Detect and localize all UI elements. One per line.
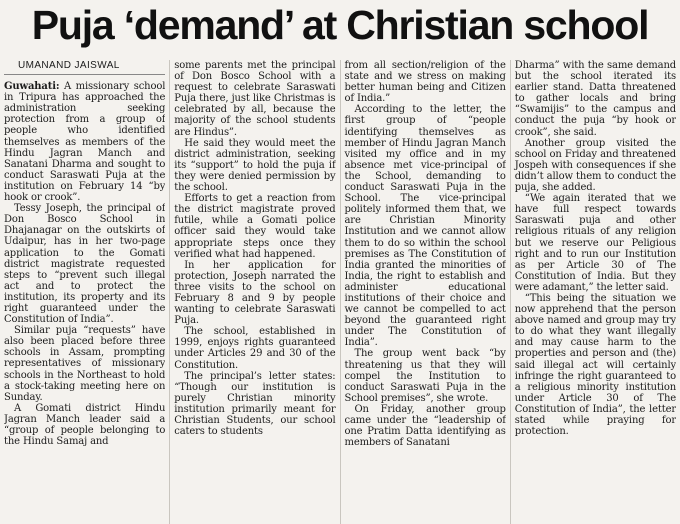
column-2: [169, 60, 335, 524]
paragraph: According to the letter, the first group of “people identifying themselves as member of Hindu Jagran Manch visited my office and in my absence met vice-principal of the School, demanding to conduct Saraswati Puja in the School. The vice-principal politely informed them that, we are Christian Minority Institution and we cannot allow them to do so within the school premises as The Constitution of India granted the minorities of India, the right to establish and administer educational institutions of their choice and we cannot be compelled to act beyond the guaranteed right under The Constitution of India”.: [344, 104, 506, 349]
paragraph: Dharma” with the same demand but the school iterated its earlier stand. Datta threatened to gather locals and bring “Swamijis” to the campus and conduct the puja “by hook or crook”, she said.: [514, 60, 676, 138]
paragraph: In her application for protection, Joseph narrated the three visits to the school on February 8 and 9 by people wanting to celebrate Saraswati Puja.: [174, 259, 336, 327]
article-body: [4, 60, 676, 524]
paragraph: The group went back “by threatening us that they will compel the Institution to conduct Saraswati Puja in the School premises”, she wrote.: [344, 348, 506, 404]
paragraph: Tessy Joseph, the principal of Don Bosco School in Dhajanagar on the outskirts of Udaipur, has in her two-page application to the Gomati district magistrate requested steps to “prevent such illegal act and to protect the institution, its property and its right guaranteed under the Constitution of India”.: [4, 203, 166, 326]
paragraph-text: A missionary school in Tripura has approached the administration seeking protection from a group of people who identified themselves as members of the Hindu Jagran Manch and Sanatani Dharma and sought to conduct Saraswati Puja at the institution on February 14 “by hook or crook”.: [4, 81, 166, 204]
column-4: [510, 60, 676, 524]
paragraph: A Gomati district Hindu Jagran Manch leader said a “group of people belonging to the Hindu Samaj and: [4, 402, 166, 448]
paragraph: “This being the situation we now apprehend that the person above named and group may try to do what they want illegally and may cause harm to the properties and person and (the) said illegal act will certainly infringe the right guaranteed to a religious minority institution under Article 30 of The Constitution of India”, the letter stated while praying for protection.: [514, 292, 676, 438]
paragraph: Another group visited the school on Friday and threatened Jospeh with consequences if she didn’t allow them to conduct the puja, she added.: [514, 137, 676, 194]
byline: UMANAND JAISWAL: [4, 60, 165, 75]
column-1: [4, 60, 165, 524]
paragraph: from all section/religion of the state and we stress on making better human being and Citizen of India.”: [344, 60, 506, 105]
paragraph: some parents met the principal of Don Bosco School with a request to celebrate Saraswati Puja there, just like Christmas is celebrated by all, because the majority of the school students are Hindus”.: [174, 60, 336, 138]
paragraph: Similar puja “requests” have also been placed before three schools in Assam, prompting representatives of missionary schools in the Northeast to hold a stock-taking meeting here on Sunday.: [4, 325, 166, 403]
paragraph: On Friday, another group came under the “leadership of one Pratim Datta identifying as members of Sanatani: [344, 403, 506, 449]
paragraph: The principal’s letter states: “Though our institution is purely Christian minority institution primarily meant for Christian Students, our school caters to students: [174, 370, 336, 438]
paragraph: [4, 81, 165, 203]
headline: Puja ‘demand’ at Christian school: [31, 2, 649, 48]
paragraph: “We again iterated that we have full respect towards Saraswati puja and other religious rituals of any religion but we reserve our Peligious right and to run our Institution as per Article 30 of The Constitution of India. But they were adamant,” the letter said.: [514, 193, 676, 293]
paragraph: Efforts to get a reaction from the district magistrate proved futile, while a Gomati police officer said they would take appropriate steps once they verified what had happened.: [174, 193, 336, 260]
dateline: Guwahati:: [4, 81, 60, 93]
paragraph: The school, established in 1999, enjoys rights guaranteed under Articles 29 and 30 of the Constitution.: [174, 326, 336, 371]
column-3: [340, 60, 506, 524]
paragraph: He said they would meet the district administration, seeking its “support” to hold the puja if they were denied permission by the school.: [174, 137, 336, 194]
